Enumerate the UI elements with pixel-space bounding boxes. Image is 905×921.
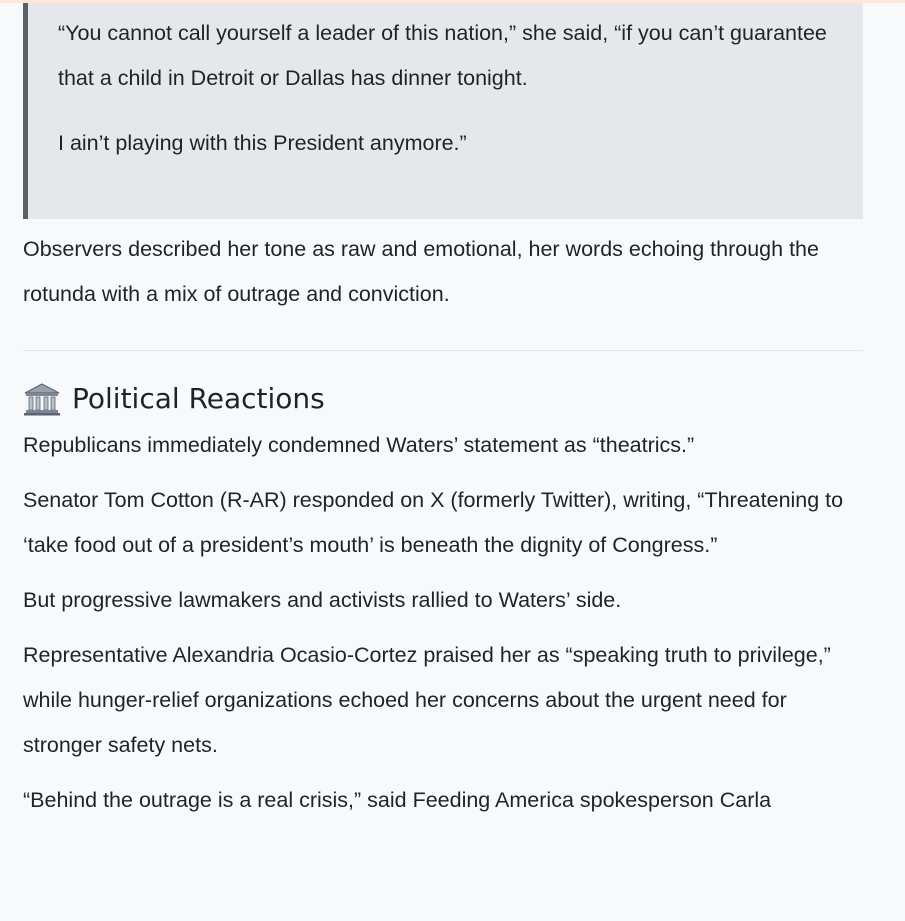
article-paragraph: But progressive lawmakers and activists rallied to Waters’ side. [23,588,622,612]
section-heading-text: Political Reactions [72,382,325,415]
section-heading [23,379,863,419]
article-paragraph: Republicans immediately condemned Waters’ statement as “theatrics.” [23,433,695,457]
classical-building-icon [23,382,61,416]
article-paragraph: Observers described her tone as raw and emotional, her words echoing through the rotunda with a mix of outrage and conviction. [23,237,819,306]
section-divider [23,350,863,351]
blockquote [23,3,863,219]
article-paragraph: Representative Alexandria Ocasio-Cortez praised her as “speaking truth to privilege,” while hunger-relief organizations echoed her concerns about the urgent need for stronger safety nets. [23,643,831,757]
article-paragraph: Senator Tom Cotton (R-AR) responded on X (formerly Twitter), writing, “Threatening to ‘take food out of a president’s mouth’ is beneath the dignity of Congress.” [23,488,844,557]
article-body [23,3,863,823]
quote-paragraph: I ain’t playing with this President anymore.” [58,131,467,155]
quote-paragraph: “You cannot call yourself a leader of this nation,” she said, “if you can’t guarantee that a child in Detroit or Dallas has dinner tonight. [58,21,827,90]
article-paragraph: “Behind the outrage is a real crisis,” said Feeding America spokesperson Carla [23,788,772,812]
